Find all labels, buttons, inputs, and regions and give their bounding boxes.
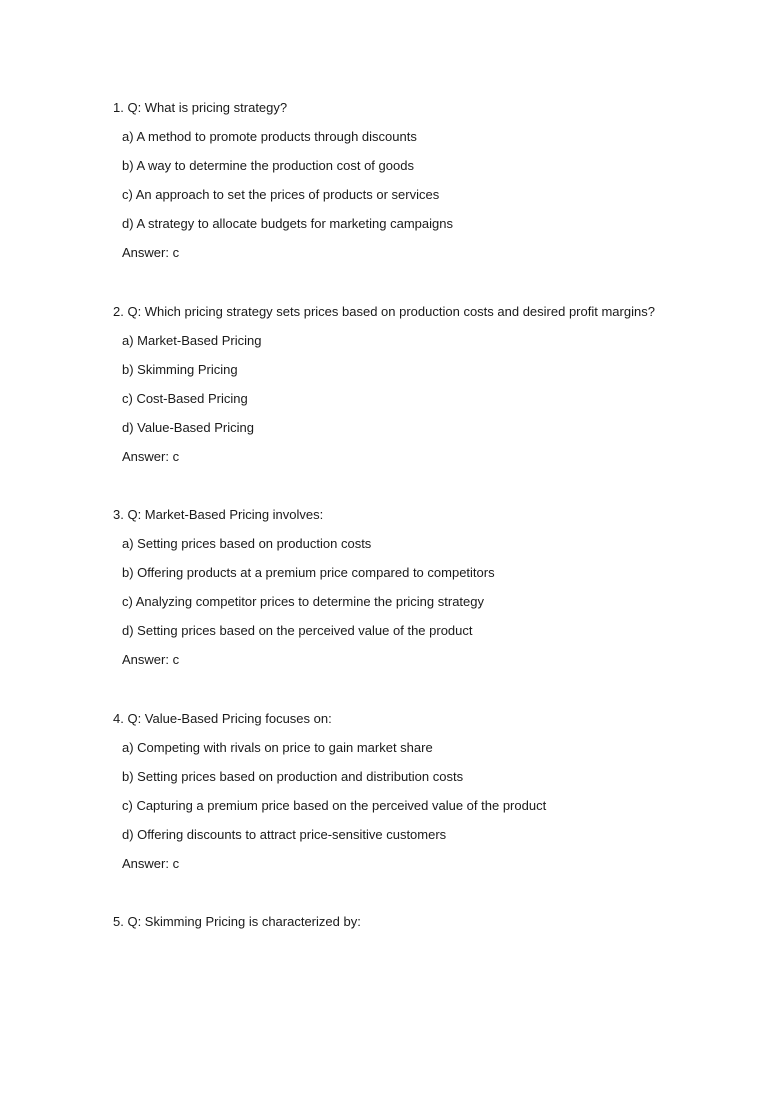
answer-text: Answer: c <box>122 245 180 260</box>
question-text: 2. Q: Which pricing strategy sets prices based on production costs and desired profit margins? <box>113 303 655 319</box>
question-text: 5. Q: Skimming Pricing is characterized by: <box>113 914 361 929</box>
option-a: a) Competing with rivals on price to gain market share <box>122 739 433 755</box>
question-list <box>113 93 753 1111</box>
answer-text: Answer: c <box>122 652 180 667</box>
option-d: d) Value-Based Pricing <box>122 419 254 435</box>
option-c: c) Capturing a premium price based on the perceived value of the product <box>122 797 547 813</box>
option-b: b) Offering products at a premium price compared to competitors <box>122 565 495 580</box>
question-item-2 <box>113 297 753 501</box>
option-d: d) Setting prices based on the perceived value of the product <box>122 623 473 638</box>
question-item-4 <box>113 704 753 908</box>
option-a: a) Setting prices based on production costs <box>122 536 372 551</box>
option-d: d) Offering discounts to attract price-sensitive customers <box>122 826 447 842</box>
option-c: c) An approach to set the prices of products or services <box>122 187 440 202</box>
option-b: b) A way to determine the production cost of goods <box>122 158 414 173</box>
question-text: 3. Q: Market-Based Pricing involves: <box>113 507 324 522</box>
option-c: c) Analyzing competitor prices to determine the pricing strategy <box>122 594 485 609</box>
answer-text: Answer: c <box>122 448 180 464</box>
question-item-1 <box>113 93 753 297</box>
option-a: a) Market-Based Pricing <box>122 332 262 348</box>
option-b: b) Skimming Pricing <box>122 361 238 377</box>
option-list <box>113 733 753 879</box>
option-d: d) A strategy to allocate budgets for marketing campaigns <box>122 216 453 231</box>
option-a: a) A method to promote products through discounts <box>122 129 417 144</box>
option-list <box>113 122 753 268</box>
option-list <box>113 326 753 472</box>
question-text: 1. Q: What is pricing strategy? <box>113 100 288 115</box>
question-item-3 <box>113 500 753 704</box>
answer-text: Answer: c <box>122 855 180 871</box>
question-item-5 <box>113 907 753 1111</box>
option-c: c) Cost-Based Pricing <box>122 390 248 406</box>
question-text: 4. Q: Value-Based Pricing focuses on: <box>113 710 332 726</box>
option-list <box>113 529 753 675</box>
option-b: b) Setting prices based on production and distribution costs <box>122 768 464 784</box>
